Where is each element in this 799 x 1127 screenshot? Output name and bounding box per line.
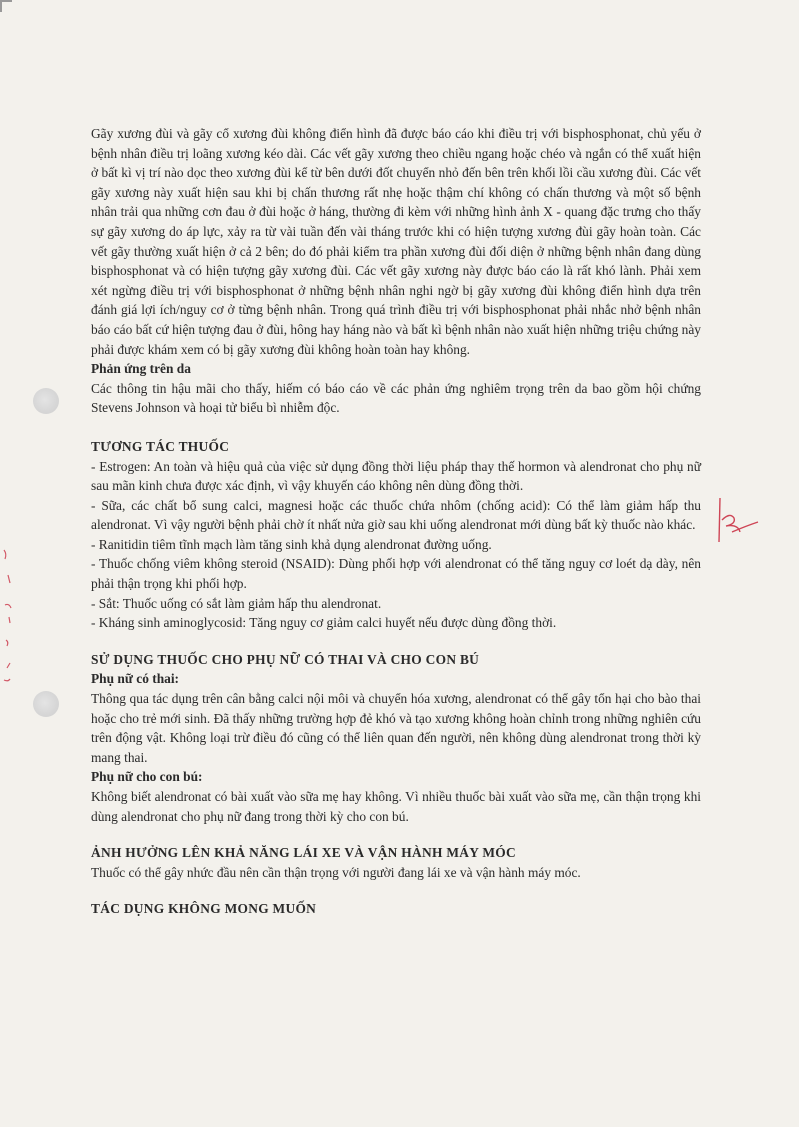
corner-crop-mark-icon bbox=[0, 0, 12, 12]
skin-reactions-text: Các thông tin hậu mãi cho thấy, hiếm có báo cáo về các phản ứng nghiêm trọng trên da bao gồm hội chứng Stevens Johnson và hoại tử biểu bì nhiễm độc. bbox=[91, 380, 701, 416]
pregnant-women-text: Thông qua tác dụng trên cân bằng calci nội môi và chuyển hóa xương, alendronat có thể gây tổn hại cho bào thai hoặc cho trẻ mới sinh. Đã thấy những trường hợp đẻ khó và tạo xương không hoàn chỉnh trong những nghiên cứu trên động vật. Không loại trừ điều đó cũng có thể liên quan đến người, nên không dùng alendronat trong thời kỳ mang thai. bbox=[91, 691, 701, 765]
skin-reactions-heading: Phản ứng trên da bbox=[91, 361, 191, 377]
interaction-item: - Sắt: Thuốc uống có sắt làm giảm hấp thu alendronat. bbox=[91, 595, 382, 611]
edge-stamp-fragment-icon bbox=[0, 545, 24, 695]
punch-hole-icon bbox=[33, 691, 59, 717]
drug-interactions-heading: TƯƠNG TÁC THUỐC bbox=[91, 438, 230, 454]
pregnant-women-heading: Phụ nữ có thai: bbox=[91, 671, 180, 687]
interaction-item: - Thuốc chống viêm không steroid (NSAID): Dùng phối hợp với alendronat có thể tăng nguy cơ loét dạ dày, nên phải thận trọng khi phối hợp. bbox=[91, 556, 701, 592]
nursing-women-heading: Phụ nữ cho con bú: bbox=[91, 769, 203, 785]
interaction-item: - Estrogen: An toàn và hiệu quả của việc sử dụng đồng thời liệu pháp thay thế hormon và alendronat cho phụ nữ sau mãn kinh chưa được xác định, vì vậy khuyến cáo không nên dùng đồng thời. bbox=[91, 458, 701, 494]
driving-machinery-heading: ẢNH HƯỞNG LÊN KHẢ NĂNG LÁI XE VÀ VẬN HÀNH MÁY MÓC bbox=[91, 845, 516, 861]
signature-mark-icon bbox=[706, 490, 766, 550]
document-body bbox=[91, 124, 701, 919]
interaction-item: - Ranitidin tiêm tĩnh mạch làm tăng sinh khả dụng alendronat đường uống. bbox=[91, 536, 492, 552]
pregnancy-lactation-heading: SỬ DỤNG THUỐC CHO PHỤ NỮ CÓ THAI VÀ CHO CON BÚ bbox=[91, 651, 480, 667]
interaction-item: - Kháng sinh aminoglycosid: Tăng nguy cơ giảm calci huyết nếu được dùng đồng thời. bbox=[91, 615, 557, 631]
driving-machinery-text: Thuốc có thể gây nhức đầu nên cần thận trọng với người đang lái xe và vận hành máy móc. bbox=[91, 864, 581, 880]
side-effects-heading: TÁC DỤNG KHÔNG MONG MUỐN bbox=[91, 901, 317, 917]
punch-hole-icon bbox=[33, 388, 59, 414]
atypical-fracture-paragraph: Gãy xương đùi và gãy cổ xương đùi không điển hình đã được báo cáo khi điều trị với bisphosphonat, chủ yếu ở bệnh nhân điều trị loãng xương kéo dài. Các vết gãy xương theo chiều ngang hoặc chéo và ngắn có thể xuất hiện ở bất kì vị trí nào dọc theo xương đùi kể từ bên dưới đốt chuyển nhỏ đến bên trên khối lồi cầu xương đùi. Các vết gãy xương này xuất hiện sau khi bị chấn thương rất nhẹ hoặc thậm chí không có chấn thương và một số bệnh nhân trải qua những cơn đau ở đùi hoặc ở háng, thường đi kèm với những hình ảnh X - quang đặc trưng cho thấy sự gãy xương do áp lực, xảy ra từ vài tuần đến vài tháng trước khi có hiện tượng xương đùi gãy hoàn toàn. Các vết gãy thường xuất hiện ở cả 2 bên; do đó phải kiểm tra phần xương đùi đối diện ở những bệnh nhân đang dùng bisphosphonat và có hiện tượng gãy xương đùi. Các vết gãy xương này được báo cáo là rất khó lành. Phải xem xét ngừng điều trị với bisphosphonat ở những bệnh nhân nghi ngờ bị gãy xương đùi không điển hình dựa trên đánh giá lợi ích/nguy cơ ở từng bệnh nhân. Trong quá trình điều trị với bisphosphonat phải nhắc nhở bệnh nhân báo cáo bất cứ hiện tượng đau ở đùi, hông hay háng nào và bất kì bệnh nhân nào xuất hiện những triệu chứng này phải được khám xem có bị gãy xương đùi không hoàn toàn hay không. bbox=[91, 126, 701, 357]
nursing-women-text: Không biết alendronat có bài xuất vào sữa mẹ hay không. Vì nhiều thuốc bài xuất vào sữa mẹ, cần thận trọng khi dùng alendronat cho phụ nữ đang trong thời kỳ cho con bú. bbox=[91, 789, 701, 824]
interaction-item: - Sữa, các chất bổ sung calci, magnesi hoặc các thuốc chứa nhôm (chống acid): Có thể làm giảm hấp thu alendronat. Vì vậy người bệnh phải chờ ít nhất nửa giờ sau khi uống alendronat mới dùng bất kỳ thuốc nào khác. bbox=[91, 497, 701, 533]
